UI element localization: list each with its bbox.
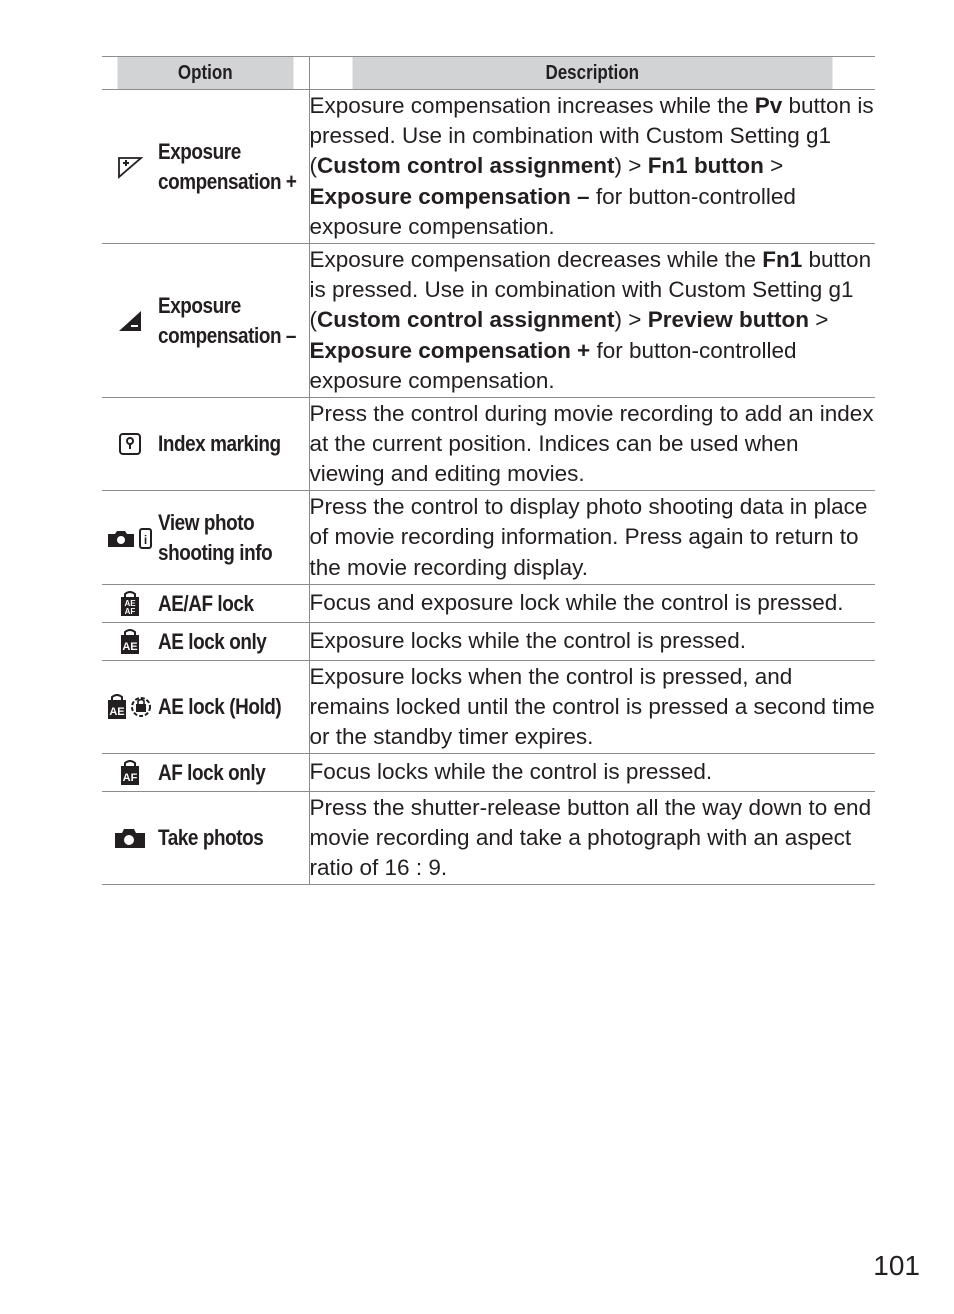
- desc-text: Press the control during movie recording to add an index at the current position. Indices can be used when viewing and editing movies.: [309, 400, 874, 487]
- options-table: [102, 56, 875, 885]
- index-marking-icon: [102, 432, 158, 456]
- option-label: [158, 508, 272, 568]
- header-option: Option: [118, 57, 294, 90]
- ae-lock-icon: [102, 629, 158, 655]
- description-cell: [309, 491, 875, 585]
- description-cell: [309, 244, 875, 398]
- desc-bold: Custom control assignment: [317, 307, 615, 333]
- desc-text: Focus locks while the control is pressed.: [309, 759, 713, 785]
- option-label: [158, 758, 265, 788]
- label-line: AE lock only: [158, 628, 267, 654]
- table-row: [102, 661, 875, 754]
- table-row: [102, 623, 875, 661]
- label-line: compensation –: [158, 322, 297, 348]
- desc-bold: Preview button: [647, 307, 809, 333]
- ae-glyph: AE: [109, 706, 125, 718]
- description-cell: [309, 90, 875, 244]
- desc-text: for button-controlled exposure compensation.: [309, 183, 796, 239]
- table-row: [102, 792, 875, 885]
- desc-text: Press the shutter-release button all the way down to end movie recording and take a photograph with an aspect ratio of 16 : 9.: [309, 794, 872, 881]
- label-line: shooting info: [158, 539, 273, 565]
- af-glyph: AF: [124, 606, 136, 616]
- desc-bold: Exposure compensation –: [309, 183, 590, 209]
- description-cell: [309, 792, 875, 885]
- option-label: [158, 823, 263, 853]
- option-cell: [102, 90, 309, 244]
- header-description: Description: [351, 57, 832, 90]
- label-line: Take photos: [158, 825, 264, 850]
- ae-glyph: AE: [122, 640, 138, 653]
- exposure-minus-icon: [102, 309, 158, 333]
- description-cell: [309, 398, 875, 491]
- option-label: [158, 429, 281, 459]
- desc-bold: Fn1: [762, 246, 803, 272]
- table-row: [102, 491, 875, 585]
- desc-text: Focus and exposure lock while the control is pressed.: [309, 590, 844, 616]
- label-line: Exposure: [158, 138, 241, 164]
- label-line: AE/AF lock: [158, 590, 254, 616]
- label-line: AE lock (Hold): [158, 694, 282, 719]
- desc-text: ) >: [614, 153, 648, 179]
- table-row: [102, 585, 875, 623]
- label-line: Exposure: [158, 292, 241, 318]
- option-cell: [102, 585, 309, 623]
- desc-text: button is pressed. Use in combination with Custom Setting g1 (: [309, 92, 874, 179]
- option-cell: [102, 244, 309, 398]
- page-number: 101: [873, 1250, 920, 1281]
- description-cell: [309, 661, 875, 754]
- desc-bold: Custom control assignment: [317, 153, 615, 179]
- exposure-plus-icon: [102, 155, 158, 179]
- table-header-row: [102, 57, 875, 90]
- desc-text: for button-controlled exposure compensation.: [309, 337, 797, 393]
- ae-lock-hold-icon: [102, 694, 158, 720]
- option-label: [158, 692, 281, 722]
- option-cell: [102, 661, 309, 754]
- description-cell: [309, 585, 875, 623]
- option-label: [158, 627, 266, 657]
- desc-bold: Fn1 button: [647, 153, 764, 179]
- photo-info-glyph: i: [143, 532, 148, 547]
- option-label: [158, 589, 254, 619]
- description-cell: [309, 623, 875, 661]
- desc-bold: Exposure compensation +: [309, 337, 591, 363]
- option-label: [158, 291, 296, 351]
- label-line: Index marking: [158, 431, 281, 456]
- desc-text: button is pressed. Use in combination with Custom Setting g1 (: [309, 246, 872, 333]
- desc-text: Exposure locks when the control is pressed, and remains locked until the control is pressed a second time or the standby timer expires.: [309, 663, 875, 750]
- desc-text: ) >: [614, 307, 648, 333]
- option-cell: [102, 398, 309, 491]
- option-cell: [102, 491, 309, 585]
- af-glyph: AF: [122, 771, 138, 784]
- camera-icon: [102, 826, 158, 850]
- ae-glyph: AE: [124, 598, 136, 608]
- af-lock-icon: [102, 760, 158, 786]
- table-row: [102, 244, 875, 398]
- desc-text: Exposure locks while the control is pressed.: [309, 628, 746, 654]
- desc-text: Press the control to display photo shooting data in place of movie recording information. Press again to return to the movie recording display.: [309, 494, 868, 580]
- option-cell: [102, 792, 309, 885]
- label-line: compensation +: [158, 168, 297, 194]
- label-line: View photo: [158, 509, 255, 535]
- table-row: [102, 90, 875, 244]
- ae-af-lock-icon: [102, 591, 158, 617]
- option-cell: [102, 754, 309, 792]
- desc-text: Exposure compensation decreases while the: [309, 246, 763, 272]
- table-row: [102, 398, 875, 491]
- description-cell: [309, 754, 875, 792]
- desc-bold: Pv: [754, 92, 783, 118]
- table-row: [102, 754, 875, 792]
- desc-text: Exposure compensation increases while the: [309, 92, 755, 118]
- option-label: [158, 137, 297, 197]
- label-line: AF lock only: [158, 759, 266, 785]
- option-cell: [102, 623, 309, 661]
- desc-text: >: [808, 307, 829, 333]
- desc-text: >: [763, 153, 784, 179]
- photo-info-icon: [102, 526, 158, 550]
